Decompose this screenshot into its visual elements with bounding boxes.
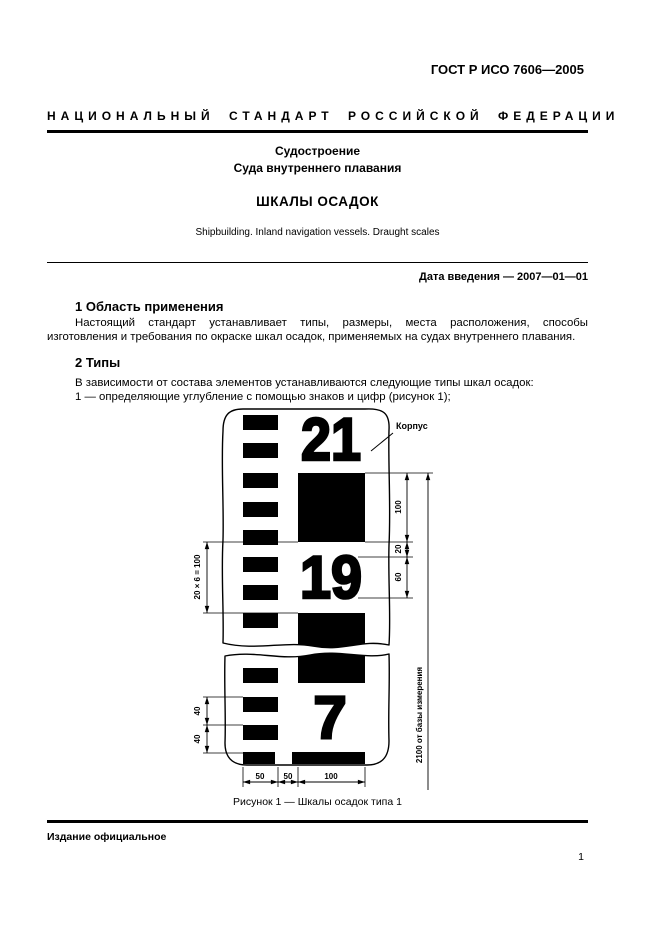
dim-left-40b: 40	[193, 734, 202, 744]
dim-right-20: 20	[394, 544, 403, 554]
figure-caption: Рисунок 1 — Шкалы осадок типа 1	[233, 796, 402, 808]
section-2-paragraph-2: 1 — определяющие углубление с помощью знаков и цифр (рисунок 1);	[75, 391, 451, 403]
doc-code: ГОСТ Р ИСО 7606—2005	[430, 62, 584, 77]
edition-note: Издание официальное	[47, 831, 167, 843]
section-2-paragraph-1: В зависимости от состава элементов устанавливаются следующие типы шкал осадок:	[75, 377, 534, 389]
section-1-heading: 1 Область применения	[75, 299, 224, 314]
section-2-heading: 2 Типы	[75, 355, 121, 370]
title-en: Shipbuilding. Inland navigation vessels. Draught scales	[195, 227, 440, 238]
effective-date: Дата введения — 2007—01—01	[419, 271, 588, 283]
dim-left-40a: 40	[193, 706, 202, 716]
page-number: 1	[578, 851, 584, 863]
dim-total-height: 2100 от базы измерения	[415, 666, 424, 764]
title-ru-line2: Суда внутреннего плавания	[233, 161, 402, 175]
dim-right-60: 60	[394, 572, 403, 582]
dim-bottom-50a: 50	[255, 772, 265, 781]
title-subject: ШКАЛЫ ОСАДОК	[256, 194, 379, 209]
footer-rule	[47, 820, 588, 823]
dim-right-100: 100	[394, 500, 403, 514]
hull-label: Корпус	[396, 421, 428, 431]
title-ru-line1: Судостроение	[274, 144, 360, 158]
header-rule	[47, 130, 588, 133]
dim-bottom-100: 100	[324, 772, 338, 781]
dim-bottom-50b: 50	[283, 772, 293, 781]
standard-banner: НАЦИОНАЛЬНЫЙ СТАНДАРТ РОССИЙСКОЙ ФЕДЕРАЦИИ	[47, 109, 620, 123]
dim-left-pitch: 20 × 6 = 100	[193, 554, 202, 600]
figure-1-draught-scale-drawing	[185, 405, 470, 805]
section-1-paragraph: Настоящий стандарт устанавливает типы, размеры, места расположения, способы изготовления и требования по окраске шкал осадок, применяемых на судах внутреннего плавания.	[47, 317, 588, 343]
body-rule	[47, 262, 588, 263]
